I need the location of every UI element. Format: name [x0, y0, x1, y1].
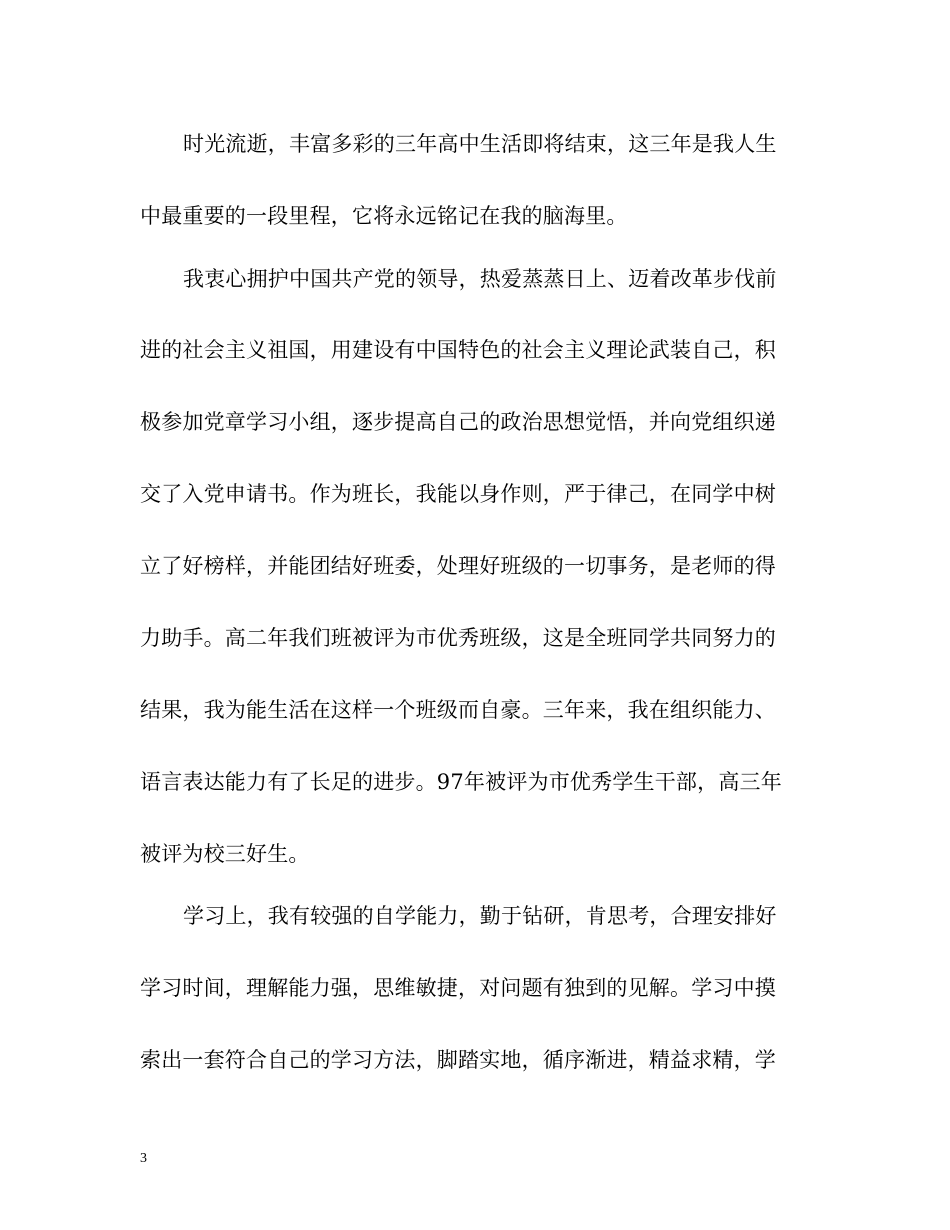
paragraph-2-line-7: 结果，我为能生活在这样一个班级而自豪。三年来，我在组织能力、: [140, 698, 776, 722]
paragraph-1-line-2: 中最重要的一段里程，它将永远铭记在我的脑海里。: [140, 204, 628, 228]
paragraph-2-line-2: 进的社会主义祖国，用建设有中国特色的社会主义理论武装自己，积: [140, 338, 776, 362]
paragraph-3-line-1: 学习上，我有较强的自学能力，勤于钻研，肯思考，合理安排好: [183, 904, 777, 928]
paragraph-2-line-1: 我衷心拥护中国共产党的领导，热爱蒸蒸日上、迈着改革步伐前: [183, 267, 777, 291]
page-number: 3: [140, 1151, 147, 1166]
paragraph-2-line-9: 被评为校三好生。: [140, 842, 310, 866]
paragraph-2-line-4: 交了入党申请书。作为班长，我能以身作则，严于律己，在同学中树: [140, 482, 776, 506]
paragraph-2-line-8: 语言表达能力有了长足的进步。97年被评为市优秀学生干部，高三年: [140, 770, 782, 794]
paragraph-3-line-3: 索出一套符合自己的学习方法，脚踏实地，循序渐进，精益求精，学: [140, 1048, 776, 1072]
paragraph-3-line-2: 学习时间，理解能力强，思维敏捷，对问题有独到的见解。学习中摸: [140, 976, 776, 1000]
paragraph-1-line-1: 时光流逝，丰富多彩的三年高中生活即将结束，这三年是我人生: [183, 132, 777, 156]
paragraph-2-line-5: 立了好榜样，并能团结好班委，处理好班级的一切事务，是老师的得: [140, 554, 776, 578]
paragraph-2-line-3: 极参加党章学习小组，逐步提高自己的政治思想觉悟，并向党组织递: [140, 410, 776, 434]
paragraph-2-line-6: 力助手。高二年我们班被评为市优秀班级，这是全班同学共同努力的: [140, 626, 776, 650]
